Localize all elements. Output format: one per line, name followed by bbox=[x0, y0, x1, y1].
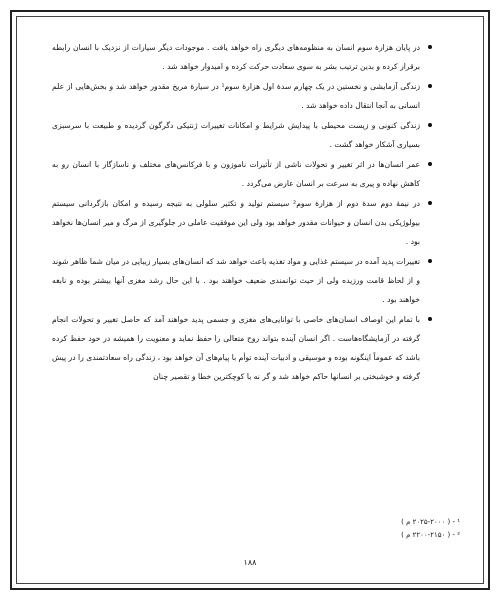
paragraph-text: عمر انسان‌ها در اثر تغییر و تحولات ناشی از تأثیرات ناموزون و با فرکانس‌های مختلف و ناسازگار با انسان رو به کاهش نهاده و پیری به سرعت بر انسان عارض می‌گردد . bbox=[52, 160, 420, 188]
paragraph-text: زندگی کنونی و زیست محیطی با پیدایش شرایط و امکانات تغییرات ژنتیکی دگرگون گردیده و طبیعت با سرسبزی بسیاری آشکار خواهد گشت . bbox=[52, 121, 420, 149]
bullet-item bbox=[52, 310, 432, 386]
footnote-2: ² - ( ۲۲۰۰-۲۱۵۰ م ) bbox=[401, 531, 460, 539]
paragraph-text: در نیمهٔ دوم سدهٔ دوم از هزارهٔ سوم² سیستم تولید و تکثیر سلولی به نتیجه رسیده و امکان بازگردانی سیستم بیولوژیکی بدن انسان و حیوانات مقدور خواهد بود ولی این موفقیت عاملی در جلوگیری از مرگ و میر انسان‌ها نخواهد بود . bbox=[52, 199, 421, 246]
bullet-icon bbox=[428, 162, 432, 166]
footnote-1: ¹ - ( ۲۰۲۵-۲۰۰۰ م ) bbox=[401, 518, 460, 526]
footnotes bbox=[300, 516, 460, 542]
bullet-icon bbox=[428, 123, 432, 127]
bullet-list bbox=[52, 38, 432, 386]
bullet-item bbox=[52, 252, 432, 309]
bullet-icon bbox=[428, 259, 432, 263]
bullet-icon bbox=[428, 45, 432, 49]
bullet-icon bbox=[428, 201, 432, 205]
bullet-icon bbox=[428, 84, 432, 88]
paragraph-text: تغییرات پدید آمده در سیستم غذایی و مواد تغذیه باعث خواهد شد که انسان‌های بسیار زیبایی در میان شما ظاهر شوند و از لحاظ قامت ورزیده ولی از حیث توانمندی ضعیف خواهند بود . با این حال رشد مغزی آنها بیشتر بوده و نابغه خواهند بود . bbox=[52, 257, 420, 304]
paragraph-text: با تمام این اوصاف انسان‌های خاصی با توانایی‌های مغزی و جسمی پدید خواهند آمد که حاصل تغییر و تحولات انجام گرفته در آزمایشگاه‌هاست . اگر انسان آینده بتواند روح متعالی را حفظ نماید و معنویت را همیشه در خود حفظ کرده باشد که عموماً اینگونه بوده و موسیقی و ادبیات آینده توأم با پیام‌های آن خواهد بود ، زندگی راه سعادتمندی را در پیش گرفته و خوشبختی بر انسانها حاکم خواهد شد و گر نه با کوچکترین خطا و تقصیر چنان bbox=[52, 315, 420, 381]
page-number: ۱۸۸ bbox=[243, 558, 257, 567]
bullet-item bbox=[52, 116, 432, 154]
bullet-item bbox=[52, 155, 432, 193]
bullet-icon bbox=[428, 317, 432, 321]
main-text bbox=[52, 38, 432, 387]
bullet-item bbox=[52, 194, 432, 251]
paragraph-text: زندگی آزمایشی و نخستین در یک چهارم سدهٔ اول هزارهٔ سوم¹ در سیارهٔ مریخ مقدور خواهد شد و بخش‌هایی از علم انسانی به آنجا انتقال داده خواهد شد . bbox=[52, 82, 420, 110]
paragraph-text: در پایان هزارهٔ سوم انسان به منظومه‌های دیگری راه خواهد یافت . موجودات دیگر سیارات از نزدیک با انسان رابطه برقرار کرده و بدین ترتیب بشر به سوی سعادت حرکت کرده و امیدوار خواهد شد . bbox=[52, 43, 420, 71]
bullet-item bbox=[52, 38, 432, 76]
bullet-item bbox=[52, 77, 432, 115]
